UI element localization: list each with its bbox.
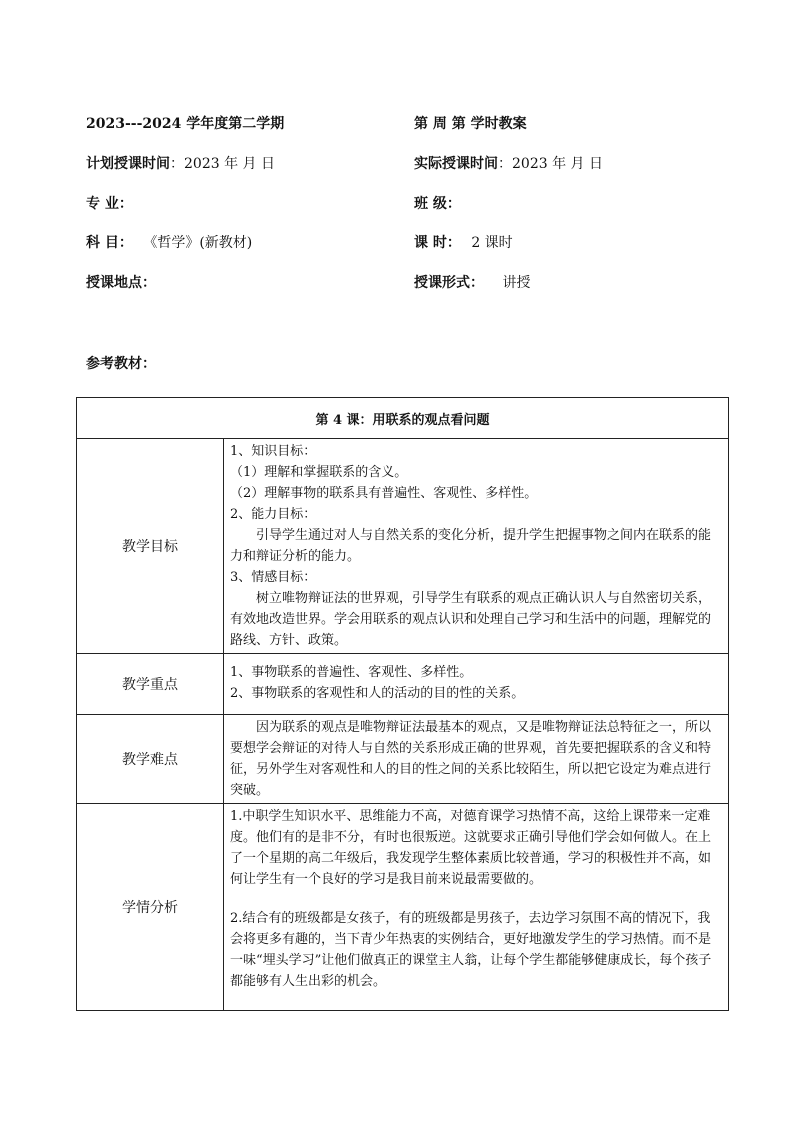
- class-label: 班 级：: [414, 196, 461, 212]
- emotion-text: 树立唯物辩证法的世界观，引导学生有联系的观点正确认识人与自然密切关系，有效地改造世界。学会用联系的观点认识和处理自己学习和生活中的问题，理解党的路线、方针、政策。: [230, 591, 712, 648]
- objective-line: （2）理解事物的联系具有普遍性、客观性、多样性。: [230, 486, 538, 501]
- form-value: 讲授: [502, 275, 531, 291]
- difficulties-content: [224, 715, 729, 804]
- subject-value: 《哲学》(新教材): [143, 235, 253, 251]
- ability-text: 引导学生通过对人与自然关系的变化分析，提升学生把握事物之间内在联系的能力和辩证分析的能力。: [230, 528, 712, 564]
- lesson-title: 第 4 课：用联系的观点看问题: [77, 398, 729, 439]
- actual-time: [414, 155, 603, 173]
- plan-time-label: 计划授课时间: [86, 156, 170, 172]
- actual-time-value: ：2023 年 月 日: [498, 156, 603, 172]
- subject: [86, 234, 252, 252]
- hours-label: 课 时：: [414, 235, 461, 251]
- difficulties-label: 教学难点: [77, 715, 224, 804]
- major-label: 专 业：: [86, 196, 133, 212]
- analysis-para-2: 2.结合有的班级都是女孩子，有的班级都是男孩子，去边学习氛围不高的情况下，我会将更多有趣的，当下青少年热衷的实例结合，更好地激发学生的学习热情。而不是一味“埋头学习”让他们做真正的课堂主人翁，让每个学生都能够健康成长，每个孩子都能够有人生出彩的机会。: [230, 911, 712, 989]
- analysis-label: 学情分析: [77, 804, 224, 1011]
- week-lesson-title: 第 周 第 学时教案: [414, 116, 527, 132]
- emotion-heading: 3、情感目标：: [230, 570, 317, 585]
- hours-value: 2 课时: [471, 235, 513, 251]
- form: [414, 274, 530, 292]
- table-row: [77, 439, 729, 654]
- plan-time-value: ：2023 年 月 日: [170, 156, 275, 172]
- form-label: 授课形式：: [414, 275, 484, 291]
- subject-label: 科 目：: [86, 235, 133, 251]
- key-point-line: 2、事物联系的客观性和人的活动的目的性的关系。: [230, 686, 525, 701]
- table-row: [77, 715, 729, 804]
- objective-line: 1、知识目标：: [230, 444, 317, 459]
- lesson-plan-table: [76, 397, 729, 1011]
- location-label: 授课地点：: [86, 275, 156, 291]
- key-point-line: 1、事物联系的普遍性、客观性、多样性。: [230, 665, 473, 680]
- objective-line: （1）理解和掌握联系的含义。: [230, 465, 408, 480]
- objective-line: 2、能力目标：: [230, 507, 317, 522]
- table-row: [77, 398, 729, 439]
- table-row: [77, 804, 729, 1011]
- analysis-content: [224, 804, 729, 1011]
- paragraph-spacer: [230, 890, 722, 908]
- key-points-label: 教学重点: [77, 654, 224, 715]
- key-points-content: [224, 654, 729, 715]
- table-row: [77, 654, 729, 715]
- objectives-label: 教学目标: [77, 439, 224, 654]
- plan-time: [86, 155, 275, 173]
- hours: [414, 234, 513, 252]
- analysis-para-1: 1.中职学生知识水平、思维能力不高，对德育课学习热情不高，这给上课带来一定难度。他们有的是非不分，有时也很叛逆。这就要求正确引导他们学会如何做人。在上了一个星期的高二年级后，我发现学生整体素质比较普通，学习的积极性并不高，如何让学生有一个良好的学习是我目前来说最需要做的。: [230, 809, 712, 887]
- objectives-content: [224, 439, 729, 654]
- difficulties-text: 因为联系的观点是唯物辩证法最基本的观点，又是唯物辩证法总特征之一，所以要想学会辩证的对待人与自然的关系形成正确的世界观，首先要把握联系的含义和特征，另外学生对客观性和人的目的性之间的关系比较陌生，所以把它设定为难点进行突破。: [230, 720, 712, 798]
- actual-time-label: 实际授课时间: [414, 156, 498, 172]
- term-title: 2023---2024 学年度第二学期: [86, 116, 285, 132]
- reference-label: 参考教材：: [86, 356, 156, 372]
